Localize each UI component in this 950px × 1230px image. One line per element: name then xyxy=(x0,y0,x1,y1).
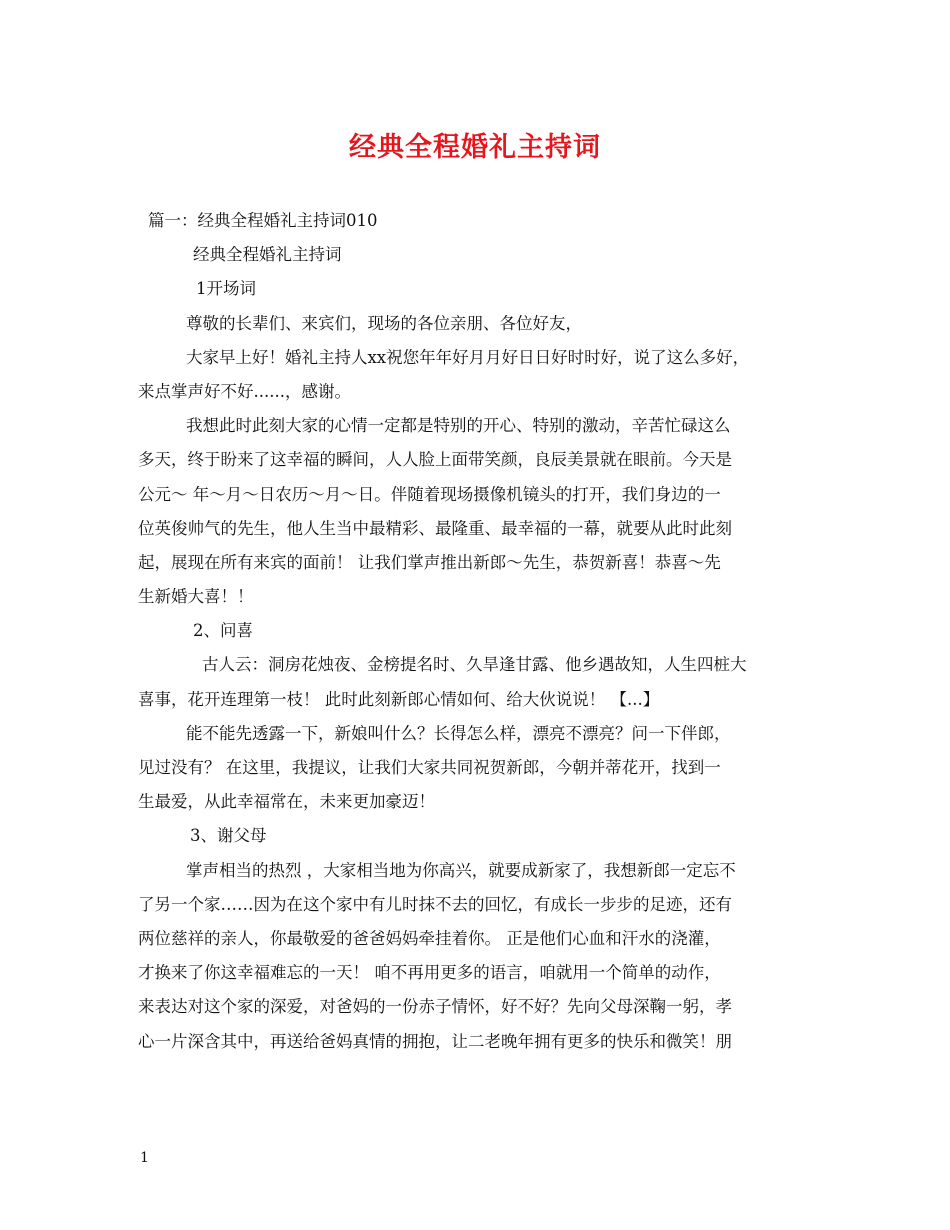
text-line: 大家早上好！婚礼主持人xx祝您年年好月月好日日好时时好，说了这么多好， xyxy=(186,347,750,367)
text-line: 起，展现在所有来宾的面前！ 让我们掌声推出新郎～先生，恭贺新喜！恭喜～先 xyxy=(138,552,721,572)
text-line: 经典全程婚礼主持词 xyxy=(193,245,342,265)
text-line: 1开场词 xyxy=(196,279,256,299)
document-title: 经典全程婚礼主持词 xyxy=(349,132,601,163)
text-line: 见过没有？ 在这里，我提议，让我们大家共同祝贺新郎，今朝并蒂花开，找到一 xyxy=(138,758,721,777)
text-line: 才换来了你这幸福难忘的一天！ 咱不再用更多的语言，咱就用一个简单的动作， xyxy=(138,963,721,983)
text-line: 来表达对这个家的深爱，对爸妈的一份赤子情怀，好不好？先向父母深鞠一躬，孝 xyxy=(138,997,732,1017)
text-line: 尊敬的长辈们、来宾们，现场的各位亲朋、各位好友， xyxy=(186,313,582,333)
text-line: 了另一个家……因为在这个家中有儿时抹不去的回忆，有成长一步步的足迹，还有 xyxy=(138,894,732,914)
text-line: 2、问喜 xyxy=(193,621,253,641)
text-line: 位英俊帅气的先生，他人生当中最精彩、最隆重、最幸福的一幕，就要从此时此刻 xyxy=(138,518,732,538)
text-line: 掌声相当的热烈 ，大家相当地为你高兴，就要成新家了，我想新郎一定忘不 xyxy=(186,860,736,880)
text-line: 公元～ 年～月～日农历～月～日。伴随着现场摄像机镜头的打开，我们身边的一 xyxy=(138,484,721,504)
text-line: 生最爱，从此幸福常在，未来更加豪迈！ xyxy=(138,792,435,812)
text-line: 两位慈祥的亲人，你最敬爱的爸爸妈妈牵挂着你。 正是他们心血和汗水的浇灌， xyxy=(138,928,721,948)
text-line: 多天，终于盼来了这幸福的瞬间，人人脸上面带笑颜，良辰美景就在眼前。今天是 xyxy=(138,450,732,470)
text-line: 喜事，花开连理第一枝！ 此时此刻新郎心情如何、给大伙说说！ 【...】 xyxy=(138,689,660,709)
text-line: 生新婚大喜！！ xyxy=(138,587,254,607)
text-line: 来点掌声好不好......，感谢。 xyxy=(138,381,351,401)
text-line: 心一片深含其中，再送给爸妈真情的拥抱，让二老晚年拥有更多的快乐和微笑！朋 xyxy=(138,1031,732,1051)
document-body xyxy=(138,204,818,1059)
text-line: 能不能先透露一下，新娘叫什么？长得怎么样，漂亮不漂亮？问一下伴郎， xyxy=(186,723,731,743)
text-line: 古人云：洞房花烛夜、金榜提名时、久旱逢甘露、他乡遇故知，人生四桩大 xyxy=(202,655,747,675)
text-line: 3、谢父母 xyxy=(190,826,267,846)
text-line: 我想此时此刻大家的心情一定都是特别的开心、特别的激动，辛苦忙碌这么 xyxy=(186,416,731,436)
page-number: 1 xyxy=(140,1150,149,1166)
text-line: 篇一：经典全程婚礼主持词010 xyxy=(148,211,378,230)
